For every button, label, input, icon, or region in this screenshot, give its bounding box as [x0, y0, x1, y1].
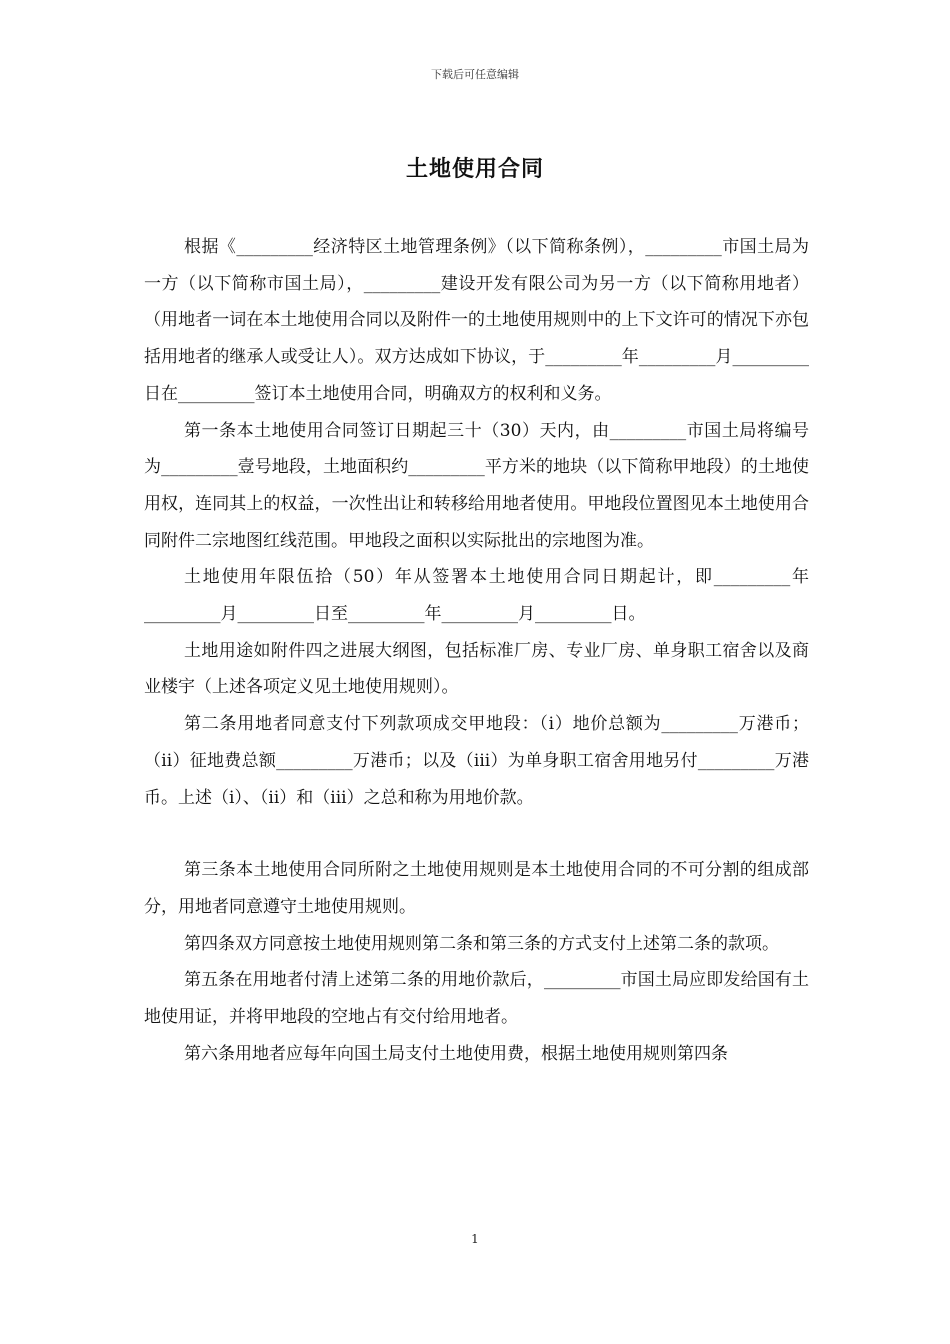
paragraph-term: 土地使用年限伍拾（50）年从签署本土地使用合同日期起计，即_________年_________月_________日至_________年_________月_________日。: [144, 567, 809, 625]
paragraph-article-5: 第五条在用地者付清上述第二条的用地价款后，_________市国土局应即发给国有土地使用证，并将甲地段的空地占有交付给用地者。: [144, 970, 809, 1028]
paragraph-spacer: [144, 816, 809, 852]
page-number: 1: [471, 1232, 479, 1246]
document-title: 土地使用合同: [405, 156, 544, 182]
paragraph-land-use: 土地用途如附件四之进展大纲图，包括标准厂房、专业厂房、单身职工宿舍以及商业楼宇（上述各项定义见土地使用规则）。: [144, 640, 809, 698]
paragraph-article-6: 第六条用地者应每年向国土局支付土地使用费，根据土地使用规则第四条: [184, 1043, 728, 1064]
paragraph-article-3: 第三条本土地使用合同所附之土地使用规则是本土地使用合同的不可分割的组成部分，用地者同意遵守土地使用规则。: [144, 860, 809, 917]
document-body: [144, 229, 809, 1072]
page-header: 下载后可任意编辑: [431, 68, 519, 81]
paragraph-preamble: 根据《_________经济特区土地管理条例》（以下简称条例），_________市国土局为一方（以下简称市国土局），_________建设开发有限公司为另一方（以下简称用地者）（用地者一词在本土地使用合同以及附件一的土地使用规则中的上下文许可的情况下亦包括用地者的继承人或受让人）。双方达成如下协议，于_________年_________月_________日在_________签订本土地使用合同，明确双方的权利和义务。: [144, 237, 809, 404]
paragraph-article-4: 第四条双方同意按土地使用规则第二条和第三条的方式支付上述第二条的款项。: [184, 933, 779, 954]
paragraph-article-2: 第二条用地者同意支付下列款项成交甲地段：（i）地价总额为_________万港币；（ii）征地费总额_________万港币；以及（iii）为单身职工宿舍用地另付_________万港币。上述（i）、（ii）和（iii）之总和称为用地价款。: [144, 714, 809, 808]
paragraph-article-1: 第一条本土地使用合同签订日期起三十（30）天内，由_________市国土局将编号为_________壹号地段，土地面积约_________平方米的地块（以下简称甲地段）的土地使用权，连同其上的权益，一次性出让和转移给用地者使用。甲地段位置图见本土地使用合同附件二宗地图红线范围。甲地段之面积以实际批出的宗地图为准。: [144, 420, 809, 551]
